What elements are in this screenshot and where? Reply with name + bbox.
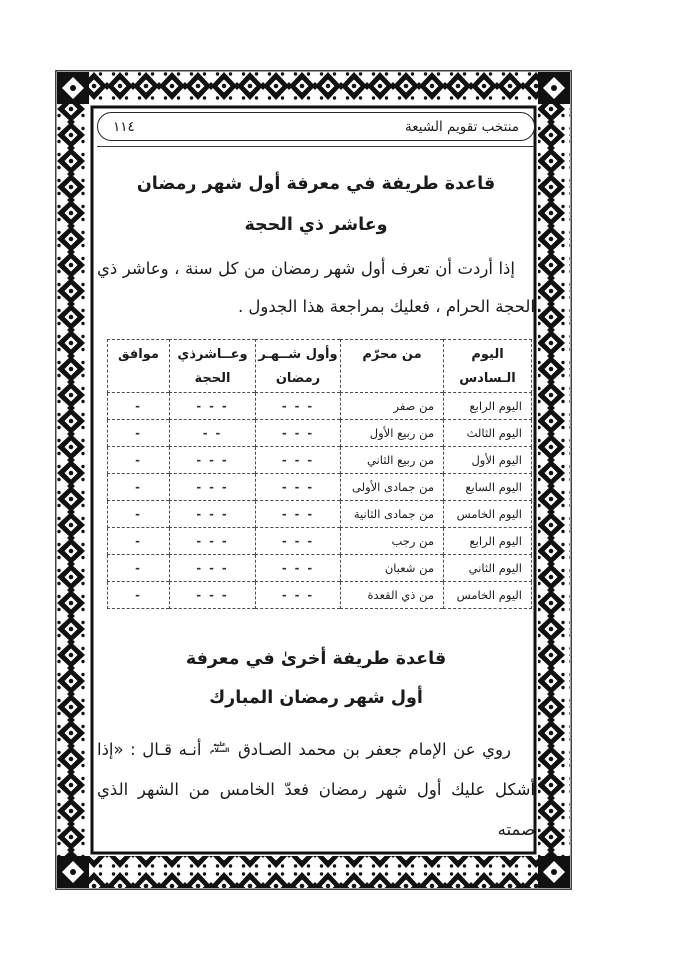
running-head-rule xyxy=(97,146,535,147)
cell-dhulhijja: - - - xyxy=(170,447,256,474)
hadith-text-before: روي عن الإمام جعفر بن محمد الصـادق xyxy=(237,740,511,759)
cell-ramadan: - - - xyxy=(256,393,341,420)
page-content xyxy=(97,112,535,850)
cell-ramadan: - - - xyxy=(256,501,341,528)
cell-dhulhijja: - - - xyxy=(170,528,256,555)
page-number: ١١٤ xyxy=(113,118,135,135)
section2-title-line1: قاعدة طريفة أخرىٰ في معرفة xyxy=(185,649,447,669)
cell-dhulhijja: - - - xyxy=(170,474,256,501)
cell-day: اليوم الرابع xyxy=(444,528,532,555)
cell-ramadan: - - - xyxy=(256,528,341,555)
table-row xyxy=(108,582,532,609)
cell-muwafiq: - xyxy=(108,528,170,555)
table-row xyxy=(108,501,532,528)
table-row xyxy=(108,447,532,474)
cell-day: اليوم الخامس xyxy=(444,501,532,528)
cell-dhulhijja: - - - xyxy=(170,582,256,609)
paragraph-line xyxy=(97,730,535,770)
cell-day: اليوم الثالث xyxy=(444,420,532,447)
cell-day: اليوم الثاني xyxy=(444,555,532,582)
paragraph-line: إذا أردت أن تعرف أول شهر رمضان من كل سنة ، وعاشر ذي xyxy=(97,259,515,278)
cell-dhulhijja: - - xyxy=(170,420,256,447)
running-head xyxy=(97,112,535,141)
cell-ramadan: - - - xyxy=(256,555,341,582)
cell-ramadan: - - - xyxy=(256,582,341,609)
header-ramadan: وأول شــهـر رمضان xyxy=(256,340,341,393)
cell-month: من جمادى الأولى xyxy=(341,474,444,501)
table-header-row xyxy=(108,340,532,393)
cell-month: من ربيع الأول xyxy=(341,420,444,447)
cell-muwafiq: - xyxy=(108,555,170,582)
cell-muwafiq: - xyxy=(108,420,170,447)
cell-muwafiq: - xyxy=(108,582,170,609)
hadith-text-after: أنـه قـال : «إذا xyxy=(97,740,202,759)
paragraph-line: أشكل عليك أول شهر رمضان فعدّ الخامس من الشهر الذي صمته xyxy=(97,780,535,839)
cell-muwafiq: - xyxy=(108,393,170,420)
header-muwafiq: موافق xyxy=(108,340,170,393)
table-row xyxy=(108,528,532,555)
cell-ramadan: - - - xyxy=(256,474,341,501)
cell-dhulhijja: - - - xyxy=(170,501,256,528)
table-row xyxy=(108,393,532,420)
cell-muwafiq: - xyxy=(108,501,170,528)
cell-dhulhijja: - - - xyxy=(170,555,256,582)
section2-title-line2: أول شهر رمضان المبارك xyxy=(209,688,423,708)
calendar-rule-table xyxy=(107,339,532,609)
cell-ramadan: - - - xyxy=(256,420,341,447)
section1-paragraph xyxy=(97,250,535,326)
paragraph-line: الحجة الحرام ، فعليك بمراجعة هذا الجدول . xyxy=(237,297,535,316)
cell-day: اليوم الخامس xyxy=(444,582,532,609)
table-row xyxy=(108,420,532,447)
cell-month: من شعبان xyxy=(341,555,444,582)
cell-month: من جمادى الثانية xyxy=(341,501,444,528)
book-title: منتخب تقويم الشيعة xyxy=(405,118,519,135)
cell-ramadan: - - - xyxy=(256,447,341,474)
cell-month: من رجب xyxy=(341,528,444,555)
table-row xyxy=(108,555,532,582)
table-row xyxy=(108,474,532,501)
cell-month: من ربيع الثاني xyxy=(341,447,444,474)
alayhi-salam-honorific: عليه السلام xyxy=(210,740,230,754)
cell-muwafiq: - xyxy=(108,447,170,474)
header-month: من محرّم xyxy=(341,340,444,393)
header-day: اليوم الـسادس xyxy=(444,340,532,393)
section2-paragraph xyxy=(97,730,535,850)
cell-month: من صفر xyxy=(341,393,444,420)
section1-title-line2: وعاشر ذي الحجة xyxy=(244,215,388,235)
header-dhulhijja: وعــاشرذي الحجة xyxy=(170,340,256,393)
cell-day: اليوم السابع xyxy=(444,474,532,501)
cell-day: اليوم الأول xyxy=(444,447,532,474)
cell-day: اليوم الرابع xyxy=(444,393,532,420)
cell-month: من ذي القعدة xyxy=(341,582,444,609)
cell-muwafiq: - xyxy=(108,474,170,501)
cell-dhulhijja: - - - xyxy=(170,393,256,420)
section1-title-line1: قاعدة طريفة في معرفة أول شهر رمضان xyxy=(136,174,496,194)
